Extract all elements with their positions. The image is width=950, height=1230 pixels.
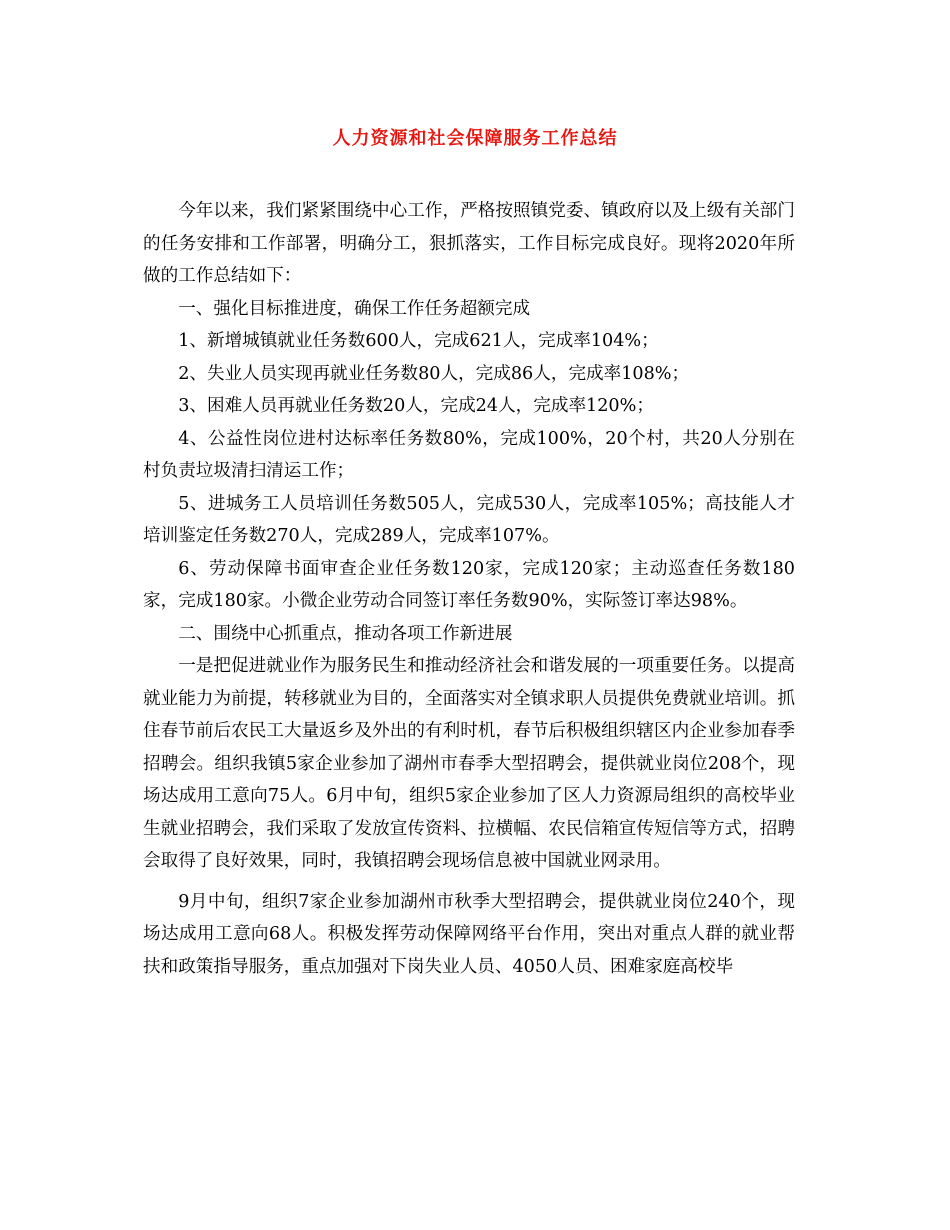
document-title: 人力资源和社会保障服务工作总结 [332,128,618,149]
list-item-1: 1、新增城镇就业任务数600人，完成621人，完成率104%； [178,331,659,351]
list-item-6: 6、劳动保障书面审查企业任务数120家，完成120家；主动巡查任务数180家，完成180家。小微企业劳动合同签订率任务数90%，实际签订率达98%。 [143,558,795,611]
paragraph-intro: 今年以来，我们紧紧围绕中心工作，严格按照镇党委、镇政府以及上级有关部门的任务安排和工作部署，明确分工，狠抓落实，工作目标完成良好。现将2020年所做的工作总结如下： [143,201,795,286]
document-body [143,195,795,983]
list-item-3: 3、困难人员再就业任务数20人，完成24人，完成率120%； [178,396,654,416]
paragraph-autumn-job-fair: 9月中旬，组织7家企业参加湖州市秋季大型招聘会，提供就业岗位240个，现场达成用工意向68人。积极发挥劳动保障网络平台作用，突出对重点人群的就业帮扶和政策指导服务，重点加强对下岗失业人员、4050人员、困难家庭高校毕 [143,891,795,977]
list-item-4: 4、公益性岗位进村达标率任务数80%，完成100%，20个村，共20人分别在村负责垃圾清扫清运工作； [143,428,795,481]
section-heading-2: 二、围绕中心抓重点，推动各项工作新进展 [178,623,513,644]
paragraph-employment-promotion: 一是把促进就业作为服务民生和推动经济社会和谐发展的一项重要任务。以提高就业能力为前提，转移就业为目的，全面落实对全镇求职人员提供免费就业培训。抓住春节前后农民工大量返乡及外出的有利时机，春节后积极组织辖区内企业参加春季招聘会。组织我镇5家企业参加了湖州市春季大型招聘会，提供就业岗位208个，现场达成用工意向75人。6月中旬，组织5家企业参加了区人力资源局组织的高校毕业生就业招聘会，我们采取了发放宣传资料、拉横幅、农民信箱宣传短信等方式，招聘会取得了良好效果，同时，我镇招聘会现场信息被中国就业网录用。 [143,656,795,871]
section-heading-1: 一、强化目标推进度，确保工作任务超额完成 [178,298,531,319]
list-item-2: 2、失业人员实现再就业任务数80人，完成86人，完成率108%； [178,363,690,384]
list-item-5: 5、进城务工人员培训任务数505人，完成530人，完成率105%；高技能人才培训鉴定任务数270人，完成289人，完成率107%。 [143,493,795,546]
